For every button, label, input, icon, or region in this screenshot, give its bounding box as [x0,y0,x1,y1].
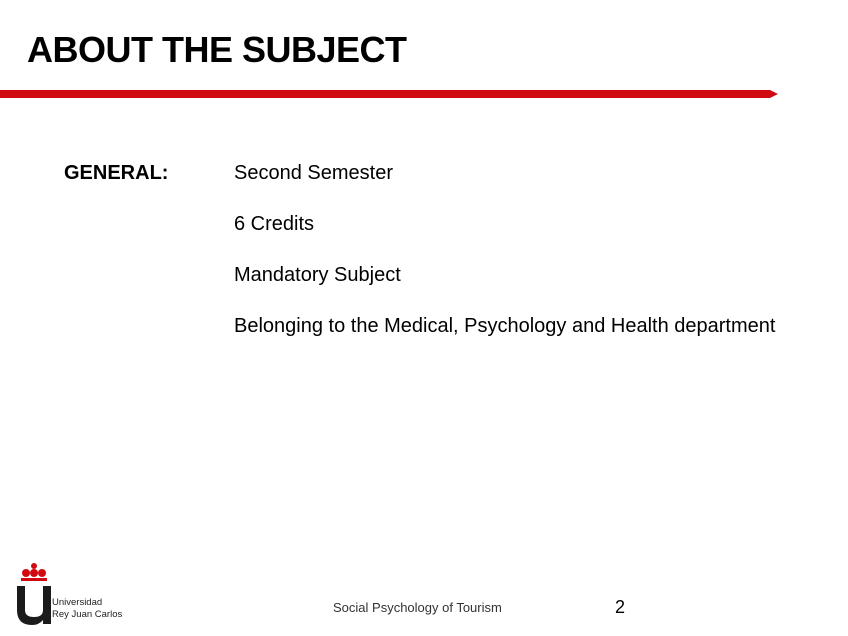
list-item: Second Semester [234,162,393,184]
page-number: 2 [615,597,626,617]
general-info-list [234,160,775,364]
logo-line-rey-juan-carlos: Rey Juan Carlos [52,609,123,620]
section-label-general: GENERAL: [64,162,169,184]
list-item: Mandatory Subject [234,264,401,286]
list-item: 6 Credits [234,213,315,235]
list-item: Belonging to the Medical, Psychology and Health department [234,315,776,337]
title-underline-bar [0,88,778,100]
footer-course-name: Social Psychology of Tourism [333,600,502,615]
logo-line-universidad: Universidad [52,597,103,608]
logo-wordmark [52,597,122,621]
slide-title: ABOUT THE SUBJECT [27,29,407,70]
